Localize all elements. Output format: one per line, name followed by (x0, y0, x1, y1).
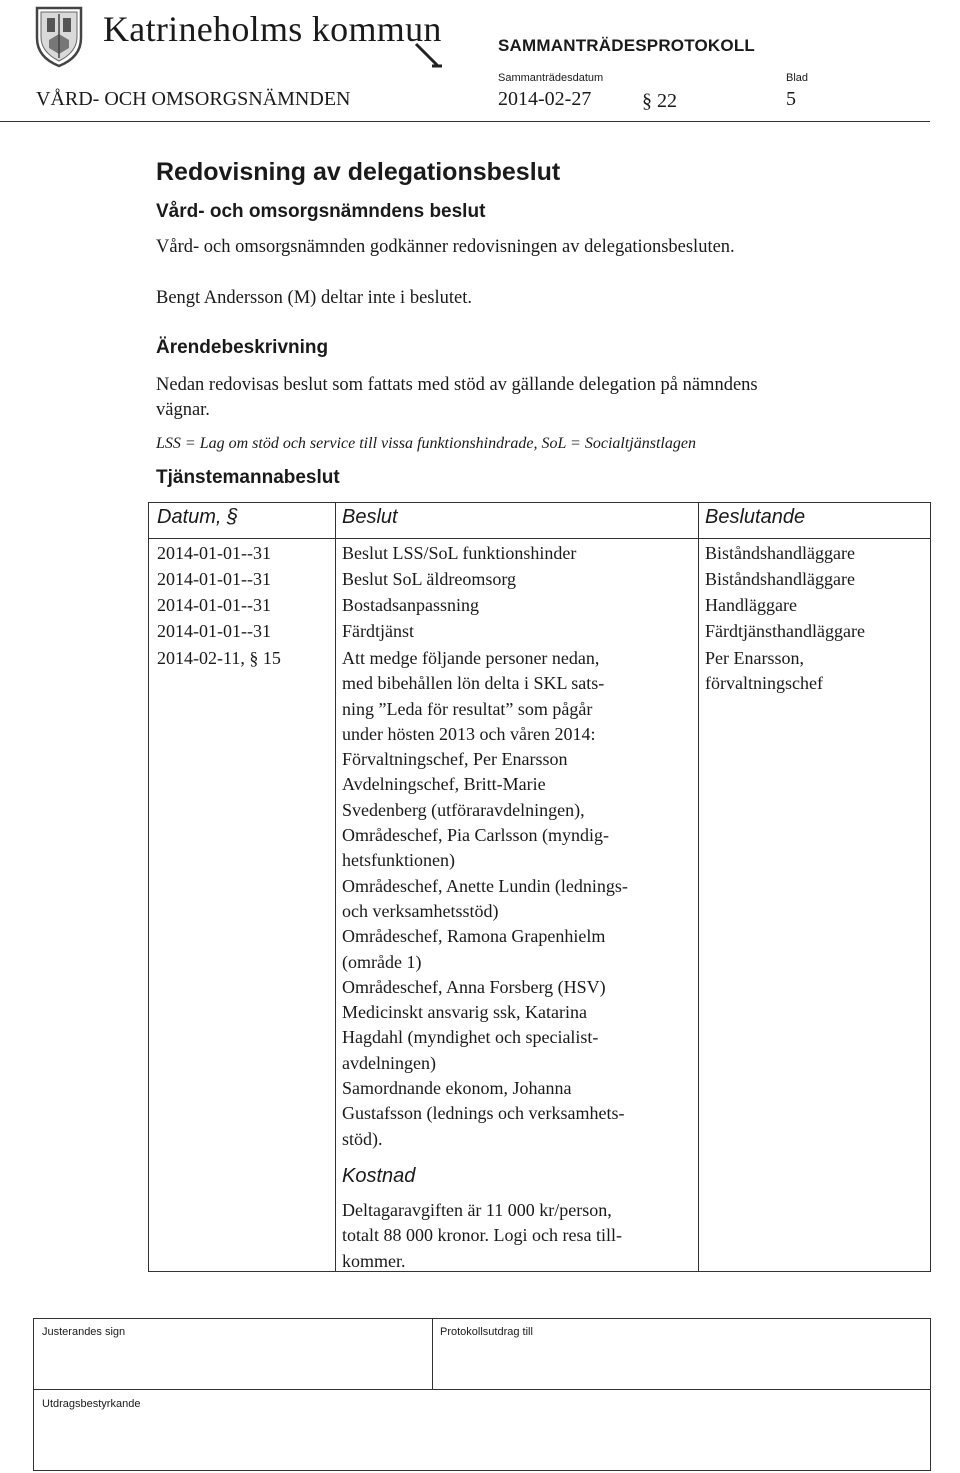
header-divider (0, 121, 930, 122)
cost-line: kommer. (342, 1250, 406, 1271)
decision-line: stöd). (342, 1128, 383, 1149)
extract-label: Protokollsutdrag till (440, 1326, 533, 1338)
decision-line: Områdeschef, Anette Lundin (lednings- (342, 875, 628, 896)
decision-line: Områdeschef, Ramona Grapenhielm (342, 926, 606, 947)
decision-line: och verksamhetsstöd) (342, 900, 499, 921)
date-label: Sammanträdesdatum (498, 72, 604, 84)
decision-text: Vård- och omsorgsnämnden godkänner redovisningen av delegationsbesluten. (156, 237, 735, 257)
case-heading: Ärendebeskrivning (156, 337, 329, 358)
signature-footer (33, 1318, 931, 1471)
document-type: SAMMANTRÄDESPROTOKOLL (498, 36, 755, 55)
table-cell-date: 2014-01-01--31 (157, 621, 271, 641)
page-label: Blad (786, 72, 809, 84)
decision-line: Områdeschef, Pia Carlsson (myndig- (342, 825, 609, 846)
decision-line: Avdelningschef, Britt-Marie (342, 774, 546, 795)
table-cell-decision-long (342, 646, 628, 1274)
cost-line: Deltagaravgiften är 11 000 kr/person, (342, 1199, 612, 1220)
table-column-divider (698, 503, 699, 1271)
organization-name: Katrineholms kommun (103, 9, 442, 49)
table-cell-date: 2014-02-11, § 15 (157, 648, 281, 668)
table-cell-decision: Bostadsanpassning (342, 595, 479, 615)
certification-label: Utdragsbestyrkande (42, 1398, 141, 1410)
meeting-date: 2014-02-27 (498, 88, 592, 110)
board-name: VÅRD- OCH OMSORGSNÄMNDEN (36, 88, 351, 110)
decision-line: Förvaltningschef, Per Enarsson (342, 749, 568, 770)
decision-line: avdelningen) (342, 1052, 436, 1073)
officials-heading: Tjänstemannabeslut (156, 467, 340, 488)
table-cell-date: 2014-01-01--31 (157, 569, 271, 589)
table-cell-decision: Beslut SoL äldreomsorg (342, 569, 516, 589)
table-header-decider: Beslutande (705, 506, 806, 528)
decision-line: Gustafsson (lednings och verksamhets- (342, 1103, 625, 1124)
decision-line: med bibehållen lön delta i SKL sats- (342, 673, 605, 694)
coat-of-arms-icon (33, 4, 85, 68)
table-header-divider (149, 538, 930, 539)
case-text-line-1: Nedan redovisas beslut som fattats med stöd av gällande delegation på nämndens (156, 375, 758, 395)
decision-heading: Vård- och omsorgsnämndens beslut (156, 201, 486, 222)
page-number: 5 (786, 88, 796, 110)
decision-line: Hagdahl (myndighet och specialist- (342, 1027, 599, 1048)
table-column-divider (335, 503, 336, 1271)
table-cell-decision: Beslut LSS/SoL funktionshinder (342, 543, 577, 563)
table-cell-decider: Färdtjänsthandläggare (705, 621, 865, 641)
case-text-line-2: vägnar. (156, 400, 210, 420)
decision-line: (område 1) (342, 951, 422, 972)
decisions-table (148, 502, 931, 1272)
decision-line: Att medge följande personer nedan, (342, 648, 600, 668)
table-header-decision: Beslut (342, 506, 398, 528)
decision-line: under hösten 2013 och våren 2014: (342, 723, 596, 744)
decision-line: hetsfunktionen) (342, 850, 455, 871)
table-cell-decider: Handläggare (705, 595, 797, 615)
decision-line: Områdeschef, Anna Forsberg (HSV) (342, 976, 606, 997)
table-header-date: Datum, § (157, 506, 239, 528)
cost-heading: Kostnad (342, 1164, 416, 1187)
abbreviation-note: LSS = Lag om stöd och service till vissa funktionshindrade, SoL = Socialtjänstlagen (156, 435, 696, 452)
cost-line: totalt 88 000 kronor. Logi och resa till- (342, 1225, 622, 1246)
table-cell-decider-long (705, 646, 823, 697)
decision-line: Medicinskt ansvarig ssk, Katarina (342, 1002, 587, 1023)
footer-column-divider (432, 1319, 433, 1389)
table-cell-decider: Biståndshandläggare (705, 543, 855, 563)
table-cell-date: 2014-01-01--31 (157, 595, 271, 615)
paragraph-number: § 22 (642, 90, 677, 112)
decision-line: Samordnande ekonom, Johanna (342, 1078, 572, 1099)
table-cell-decider: Biståndshandläggare (705, 569, 855, 589)
decision-line: Svedenberg (utföraravdelningen), (342, 799, 585, 820)
recusal-text: Bengt Andersson (M) deltar inte i beslutet. (156, 288, 472, 308)
decider-line: förvaltningschef (705, 673, 823, 694)
footer-divider (34, 1389, 930, 1390)
table-cell-date: 2014-01-01--31 (157, 543, 271, 563)
decision-line: ning ”Leda för resultat” som pågår (342, 698, 593, 719)
table-cell-decision: Färdtjänst (342, 621, 414, 641)
logo-swoosh-icon (414, 40, 444, 70)
decider-line: Per Enarsson, (705, 648, 804, 668)
page-title: Redovisning av delegationsbeslut (156, 158, 561, 186)
sign-label: Justerandes sign (42, 1326, 126, 1338)
